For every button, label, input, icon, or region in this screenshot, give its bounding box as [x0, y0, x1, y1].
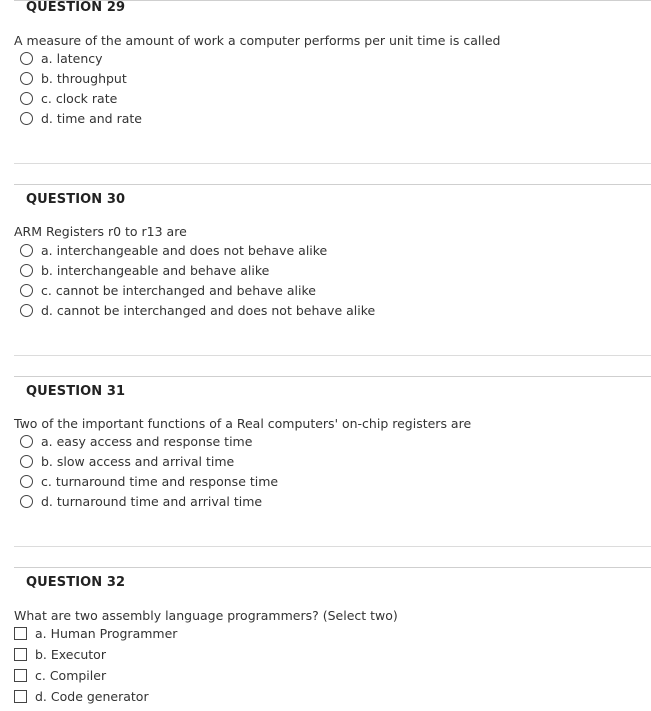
option-a[interactable] [20, 432, 252, 450]
radio-button[interactable] [20, 264, 33, 277]
question-prompt: Two of the important functions of a Real computers' on-chip registers are [14, 416, 472, 431]
question-prompt: A measure of the amount of work a computer performs per unit time is called [14, 33, 501, 48]
option-label: c. clock rate [41, 90, 118, 106]
option-label: c. cannot be interchanged and behave alike [41, 282, 316, 298]
radio-button[interactable] [20, 244, 33, 257]
section-divider [14, 163, 651, 164]
section-divider [14, 567, 651, 568]
option-label: b. Executor [35, 646, 106, 662]
question-title: QUESTION 30 [26, 192, 126, 207]
option-d[interactable] [20, 109, 142, 127]
option-label: c. Compiler [35, 667, 107, 683]
option-b[interactable] [20, 69, 127, 87]
option-label: b. interchangeable and behave alike [41, 262, 270, 278]
option-a[interactable] [20, 241, 327, 259]
question-prompt: What are two assembly language programmers? (Select two) [14, 608, 398, 623]
option-label: b. throughput [41, 70, 127, 86]
radio-button[interactable] [20, 495, 33, 508]
checkbox[interactable] [14, 627, 27, 640]
checkbox[interactable] [14, 690, 27, 703]
option-b[interactable] [20, 452, 234, 470]
option-label: d. turnaround time and arrival time [41, 493, 263, 509]
radio-button[interactable] [20, 112, 33, 125]
radio-button[interactable] [20, 52, 33, 65]
question-29 [0, 0, 651, 170]
radio-button[interactable] [20, 284, 33, 297]
option-label: d. cannot be interchanged and does not behave alike [41, 302, 376, 318]
option-c[interactable] [20, 89, 117, 107]
question-30 [0, 184, 651, 364]
checkbox[interactable] [14, 669, 27, 682]
question-31 [0, 376, 651, 556]
section-divider [14, 355, 651, 356]
section-divider [14, 184, 651, 185]
radio-button[interactable] [20, 435, 33, 448]
option-label: a. interchangeable and does not behave alike [41, 242, 328, 258]
radio-button[interactable] [20, 304, 33, 317]
section-divider [14, 376, 651, 377]
option-label: a. Human Programmer [35, 625, 178, 641]
radio-button[interactable] [20, 475, 33, 488]
question-32 [0, 567, 651, 711]
option-c[interactable] [20, 472, 278, 490]
option-label: b. slow access and arrival time [41, 453, 235, 469]
option-label: d. Code generator [35, 688, 149, 704]
option-label: d. time and rate [41, 110, 142, 126]
question-title: QUESTION 29 [26, 0, 126, 15]
option-d[interactable] [20, 492, 262, 510]
option-a[interactable] [14, 624, 177, 642]
question-prompt: ARM Registers r0 to r13 are [14, 224, 187, 239]
option-label: a. latency [41, 50, 103, 66]
radio-button[interactable] [20, 92, 33, 105]
option-label: a. easy access and response time [41, 433, 253, 449]
question-title: QUESTION 31 [26, 384, 126, 399]
option-a[interactable] [20, 49, 103, 67]
radio-button[interactable] [20, 455, 33, 468]
section-divider [14, 546, 651, 547]
radio-button[interactable] [20, 72, 33, 85]
option-b[interactable] [20, 261, 269, 279]
option-label: c. turnaround time and response time [41, 473, 279, 489]
option-c[interactable] [20, 281, 316, 299]
option-b[interactable] [14, 645, 106, 663]
checkbox[interactable] [14, 648, 27, 661]
option-d[interactable] [20, 301, 375, 319]
question-title: QUESTION 32 [26, 575, 126, 590]
option-d[interactable] [14, 687, 149, 705]
option-c[interactable] [14, 666, 106, 684]
